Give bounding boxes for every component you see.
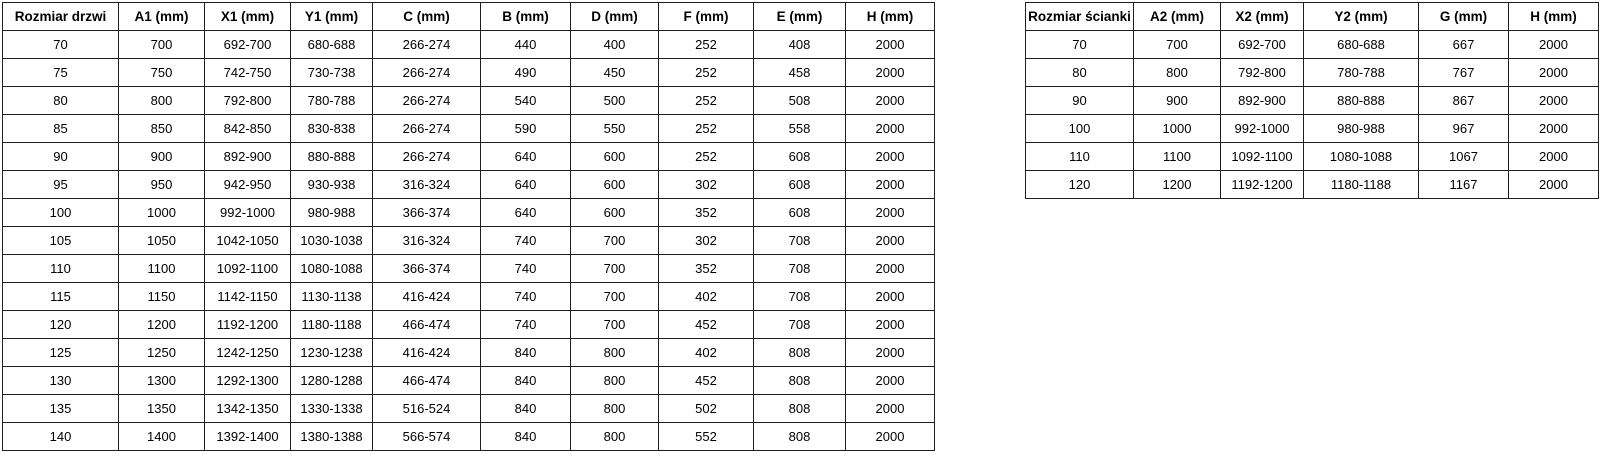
table-row: [3, 311, 935, 339]
table-cell: 600: [571, 199, 659, 227]
table-cell: 540: [481, 87, 571, 115]
table-cell: 2000: [1509, 115, 1599, 143]
table-cell: 352: [659, 255, 754, 283]
table-cell: 900: [119, 143, 205, 171]
table-cell: 892-900: [205, 143, 291, 171]
table-row: [1026, 171, 1599, 199]
table-cell: 942-950: [205, 171, 291, 199]
table-row: [3, 171, 935, 199]
table-row: [1026, 87, 1599, 115]
table-cell: 1342-1350: [205, 395, 291, 423]
table-cell: 502: [659, 395, 754, 423]
table-cell: 2000: [846, 423, 935, 451]
table-cell: 808: [754, 423, 846, 451]
table-cell: 266-274: [373, 31, 481, 59]
column-header: A1 (mm): [119, 3, 205, 31]
column-header: E (mm): [754, 3, 846, 31]
table-cell: 252: [659, 87, 754, 115]
door-dimensions-table: [2, 2, 935, 451]
table-cell: 1250: [119, 339, 205, 367]
table-cell: 100: [3, 199, 119, 227]
header-row: [1026, 3, 1599, 31]
table-cell: 2000: [1509, 87, 1599, 115]
table-cell: 266-274: [373, 59, 481, 87]
table-cell: 1000: [119, 199, 205, 227]
table-cell: 2000: [846, 143, 935, 171]
table-cell: 1067: [1419, 143, 1509, 171]
table-cell: 1200: [1134, 171, 1221, 199]
table-cell: 135: [3, 395, 119, 423]
table-cell: 800: [571, 423, 659, 451]
table-cell: 1050: [119, 227, 205, 255]
table-cell: 750: [119, 59, 205, 87]
table-cell: 115: [3, 283, 119, 311]
table-cell: 600: [571, 171, 659, 199]
table-cell: 110: [1026, 143, 1134, 171]
table-cell: 2000: [846, 395, 935, 423]
table-cell: 680-688: [291, 31, 373, 59]
table-cell: 140: [3, 423, 119, 451]
table-row: [3, 31, 935, 59]
table-row: [3, 339, 935, 367]
column-header: F (mm): [659, 3, 754, 31]
table-cell: 1092-1100: [1221, 143, 1304, 171]
table-cell: 1180-1188: [291, 311, 373, 339]
table-cell: 1200: [119, 311, 205, 339]
table-cell: 120: [1026, 171, 1134, 199]
table-cell: 800: [571, 395, 659, 423]
table-row: [3, 87, 935, 115]
column-header: Y1 (mm): [291, 3, 373, 31]
table-cell: 458: [754, 59, 846, 87]
table-cell: 1330-1338: [291, 395, 373, 423]
table-cell: 730-738: [291, 59, 373, 87]
table-cell: 830-838: [291, 115, 373, 143]
table-cell: 466-474: [373, 311, 481, 339]
table-cell: 640: [481, 171, 571, 199]
table-cell: 1150: [119, 283, 205, 311]
table-cell: 2000: [846, 171, 935, 199]
door-table-body: [3, 31, 935, 451]
table-cell: 640: [481, 143, 571, 171]
table-cell: 2000: [846, 255, 935, 283]
table-cell: 708: [754, 255, 846, 283]
table-cell: 2000: [1509, 59, 1599, 87]
table-cell: 316-324: [373, 171, 481, 199]
table-cell: 880-888: [1304, 87, 1419, 115]
table-cell: 1280-1288: [291, 367, 373, 395]
table-cell: 252: [659, 59, 754, 87]
column-header: G (mm): [1419, 3, 1509, 31]
table-cell: 708: [754, 311, 846, 339]
column-header: X1 (mm): [205, 3, 291, 31]
table-cell: 950: [119, 171, 205, 199]
column-header: X2 (mm): [1221, 3, 1304, 31]
table-cell: 1392-1400: [205, 423, 291, 451]
table-row: [3, 199, 935, 227]
table-cell: 892-900: [1221, 87, 1304, 115]
table-cell: 2000: [1509, 171, 1599, 199]
table-cell: 1092-1100: [205, 255, 291, 283]
table-cell: 700: [571, 255, 659, 283]
table-cell: 80: [1026, 59, 1134, 87]
table-cell: 266-274: [373, 87, 481, 115]
table-cell: 1000: [1134, 115, 1221, 143]
table-cell: 800: [119, 87, 205, 115]
table-cell: 120: [3, 311, 119, 339]
table-cell: 2000: [1509, 31, 1599, 59]
table-cell: 840: [481, 367, 571, 395]
table-cell: 1242-1250: [205, 339, 291, 367]
table-cell: 808: [754, 395, 846, 423]
column-header: Rozmiar drzwi: [3, 3, 119, 31]
table-cell: 90: [1026, 87, 1134, 115]
table-cell: 930-938: [291, 171, 373, 199]
table-cell: 1230-1238: [291, 339, 373, 367]
wall-dimensions-table: [1025, 2, 1599, 199]
table-cell: 700: [571, 227, 659, 255]
table-cell: 402: [659, 339, 754, 367]
table-row: [3, 423, 935, 451]
table-cell: 700: [119, 31, 205, 59]
table-cell: 2000: [846, 283, 935, 311]
table-cell: 90: [3, 143, 119, 171]
table-cell: 1080-1088: [291, 255, 373, 283]
table-cell: 105: [3, 227, 119, 255]
table-cell: 440: [481, 31, 571, 59]
table-cell: 1192-1200: [205, 311, 291, 339]
table-cell: 600: [571, 143, 659, 171]
table-cell: 2000: [846, 115, 935, 143]
table-row: [3, 283, 935, 311]
table-cell: 252: [659, 143, 754, 171]
table-cell: 550: [571, 115, 659, 143]
table-cell: 452: [659, 367, 754, 395]
table-cell: 590: [481, 115, 571, 143]
table-cell: 490: [481, 59, 571, 87]
table-cell: 558: [754, 115, 846, 143]
table-row: [3, 395, 935, 423]
table-cell: 767: [1419, 59, 1509, 87]
table-cell: 2000: [846, 59, 935, 87]
table-cell: 992-1000: [205, 199, 291, 227]
table-cell: 100: [1026, 115, 1134, 143]
table-cell: 70: [3, 31, 119, 59]
table-cell: 1042-1050: [205, 227, 291, 255]
table-cell: 692-700: [205, 31, 291, 59]
table-cell: 800: [1134, 59, 1221, 87]
table-cell: 1400: [119, 423, 205, 451]
column-header: C (mm): [373, 3, 481, 31]
table-cell: 266-274: [373, 143, 481, 171]
table-cell: 75: [3, 59, 119, 87]
table-cell: 1180-1188: [1304, 171, 1419, 199]
table-cell: 110: [3, 255, 119, 283]
table-cell: 850: [119, 115, 205, 143]
column-header: A2 (mm): [1134, 3, 1221, 31]
table-cell: 1100: [1134, 143, 1221, 171]
column-header: B (mm): [481, 3, 571, 31]
table-cell: 352: [659, 199, 754, 227]
table-cell: 800: [571, 339, 659, 367]
table-cell: 366-374: [373, 255, 481, 283]
table-cell: 130: [3, 367, 119, 395]
table-cell: 640: [481, 199, 571, 227]
table-cell: 1130-1138: [291, 283, 373, 311]
table-cell: 566-574: [373, 423, 481, 451]
table-cell: 416-424: [373, 339, 481, 367]
table-cell: 700: [571, 283, 659, 311]
table-cell: 867: [1419, 87, 1509, 115]
table-cell: 840: [481, 423, 571, 451]
table-row: [3, 255, 935, 283]
table-cell: 967: [1419, 115, 1509, 143]
table-cell: 1300: [119, 367, 205, 395]
table-cell: 808: [754, 339, 846, 367]
table-cell: 780-788: [291, 87, 373, 115]
table-cell: 552: [659, 423, 754, 451]
table-cell: 992-1000: [1221, 115, 1304, 143]
table-cell: 1030-1038: [291, 227, 373, 255]
table-cell: 1292-1300: [205, 367, 291, 395]
table-cell: 700: [571, 311, 659, 339]
table-cell: 1350: [119, 395, 205, 423]
table-cell: 416-424: [373, 283, 481, 311]
table-cell: 302: [659, 227, 754, 255]
table-row: [3, 227, 935, 255]
table-cell: 1192-1200: [1221, 171, 1304, 199]
table-row: [3, 59, 935, 87]
table-cell: 1142-1150: [205, 283, 291, 311]
table-cell: 840: [481, 339, 571, 367]
table-cell: 608: [754, 199, 846, 227]
table-row: [3, 367, 935, 395]
table-cell: 316-324: [373, 227, 481, 255]
table-cell: 740: [481, 227, 571, 255]
table-row: [1026, 115, 1599, 143]
table-cell: 608: [754, 171, 846, 199]
table-row: [3, 115, 935, 143]
table-cell: 2000: [846, 311, 935, 339]
table-cell: 1167: [1419, 171, 1509, 199]
table-cell: 466-474: [373, 367, 481, 395]
table-cell: 792-800: [205, 87, 291, 115]
table-row: [1026, 143, 1599, 171]
column-header: H (mm): [1509, 3, 1599, 31]
table-cell: 400: [571, 31, 659, 59]
table-cell: 780-788: [1304, 59, 1419, 87]
table-cell: 450: [571, 59, 659, 87]
table-cell: 95: [3, 171, 119, 199]
table-cell: 508: [754, 87, 846, 115]
table-cell: 980-988: [291, 199, 373, 227]
table-row: [1026, 59, 1599, 87]
table-cell: 900: [1134, 87, 1221, 115]
table-cell: 740: [481, 283, 571, 311]
table-cell: 680-688: [1304, 31, 1419, 59]
table-cell: 742-750: [205, 59, 291, 87]
table-cell: 2000: [846, 339, 935, 367]
wall-table-body: [1026, 31, 1599, 199]
table-cell: 692-700: [1221, 31, 1304, 59]
table-cell: 1380-1388: [291, 423, 373, 451]
table-cell: 740: [481, 311, 571, 339]
table-cell: 252: [659, 115, 754, 143]
table-cell: 516-524: [373, 395, 481, 423]
table-cell: 2000: [846, 87, 935, 115]
table-cell: 608: [754, 143, 846, 171]
table-cell: 1100: [119, 255, 205, 283]
table-cell: 366-374: [373, 199, 481, 227]
table-cell: 500: [571, 87, 659, 115]
table-cell: 808: [754, 367, 846, 395]
table-cell: 302: [659, 171, 754, 199]
table-cell: 800: [571, 367, 659, 395]
table-cell: 667: [1419, 31, 1509, 59]
table-cell: 842-850: [205, 115, 291, 143]
table-cell: 980-988: [1304, 115, 1419, 143]
table-cell: 840: [481, 395, 571, 423]
table-cell: 1080-1088: [1304, 143, 1419, 171]
column-header: Rozmiar ścianki: [1026, 3, 1134, 31]
column-header: Y2 (mm): [1304, 3, 1419, 31]
door-table-header: [3, 3, 935, 31]
table-cell: 452: [659, 311, 754, 339]
table-cell: 792-800: [1221, 59, 1304, 87]
table-cell: 2000: [1509, 143, 1599, 171]
column-header: D (mm): [571, 3, 659, 31]
table-cell: 266-274: [373, 115, 481, 143]
table-row: [1026, 31, 1599, 59]
table-cell: 740: [481, 255, 571, 283]
table-cell: 125: [3, 339, 119, 367]
table-cell: 402: [659, 283, 754, 311]
table-cell: 708: [754, 283, 846, 311]
table-cell: 2000: [846, 227, 935, 255]
table-cell: 2000: [846, 199, 935, 227]
table-cell: 700: [1134, 31, 1221, 59]
table-cell: 880-888: [291, 143, 373, 171]
wall-table-header: [1026, 3, 1599, 31]
table-cell: 252: [659, 31, 754, 59]
column-header: H (mm): [846, 3, 935, 31]
table-cell: 2000: [846, 31, 935, 59]
header-row: [3, 3, 935, 31]
table-cell: 708: [754, 227, 846, 255]
table-cell: 70: [1026, 31, 1134, 59]
table-row: [3, 143, 935, 171]
table-cell: 85: [3, 115, 119, 143]
table-cell: 2000: [846, 367, 935, 395]
table-cell: 80: [3, 87, 119, 115]
table-cell: 408: [754, 31, 846, 59]
